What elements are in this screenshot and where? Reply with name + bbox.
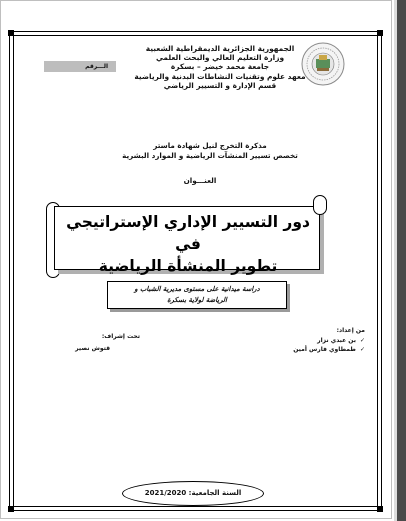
border-corner bbox=[8, 30, 14, 36]
header-line: الجمهورية الجزائرية الديمقراطية الشعبية bbox=[145, 44, 295, 53]
thesis-title bbox=[62, 211, 314, 277]
reference-number-field: الـــرقم bbox=[44, 61, 116, 72]
thesis-title-line: دور التسيير الإداري الإستراتيجي في bbox=[66, 213, 310, 253]
academic-year-badge: السنة الجامعية: 2021/2020 bbox=[122, 481, 264, 506]
border-corner bbox=[377, 30, 383, 36]
check-icon: ✓ bbox=[359, 346, 365, 353]
header-line: جامعة محمد خيضر – بسكرة bbox=[170, 62, 270, 72]
memo-line: مذكرة التخرج لنيل شهادة ماستر bbox=[153, 141, 267, 150]
study-line: الرياضة لولاية بسكرة bbox=[167, 296, 227, 304]
thesis-title-line: تطوير المنشأة الرياضية bbox=[98, 257, 278, 275]
memo-description bbox=[115, 141, 305, 161]
memo-line: تخصص تسيير المنشآت الرياضية و الموارد البشرية bbox=[122, 151, 298, 160]
border-corner bbox=[377, 506, 383, 512]
study-line: دراسة ميدانية على مستوى مديرية الشباب و bbox=[134, 285, 260, 293]
supervisor-name: قتوش نصير bbox=[75, 345, 110, 352]
border-corner bbox=[8, 506, 14, 512]
author-entry bbox=[230, 337, 365, 344]
study-subtitle-box bbox=[107, 281, 287, 309]
header-line: وزارة التعليم العالي والبحث العلمي bbox=[155, 53, 285, 63]
author-entry bbox=[230, 346, 365, 353]
title-label: العنـــوان bbox=[183, 176, 217, 185]
header-line: قسم الإدارة و التسيير الرياضي bbox=[163, 80, 277, 90]
check-icon: ✓ bbox=[359, 337, 365, 344]
author-name: طمطاوي فارس أمين bbox=[293, 346, 356, 353]
prepared-by-label: من إعداد: bbox=[336, 327, 365, 334]
header-line: معهد علوم وتقنيات النشاطات البدنية والرياضية bbox=[134, 71, 306, 81]
university-logo bbox=[300, 41, 346, 87]
page-edge bbox=[394, 0, 397, 521]
author-name: بن عبدي نزار bbox=[317, 337, 356, 344]
scroll-roll-right bbox=[313, 195, 327, 215]
supervision-label: تحت إشراف: bbox=[101, 333, 140, 340]
